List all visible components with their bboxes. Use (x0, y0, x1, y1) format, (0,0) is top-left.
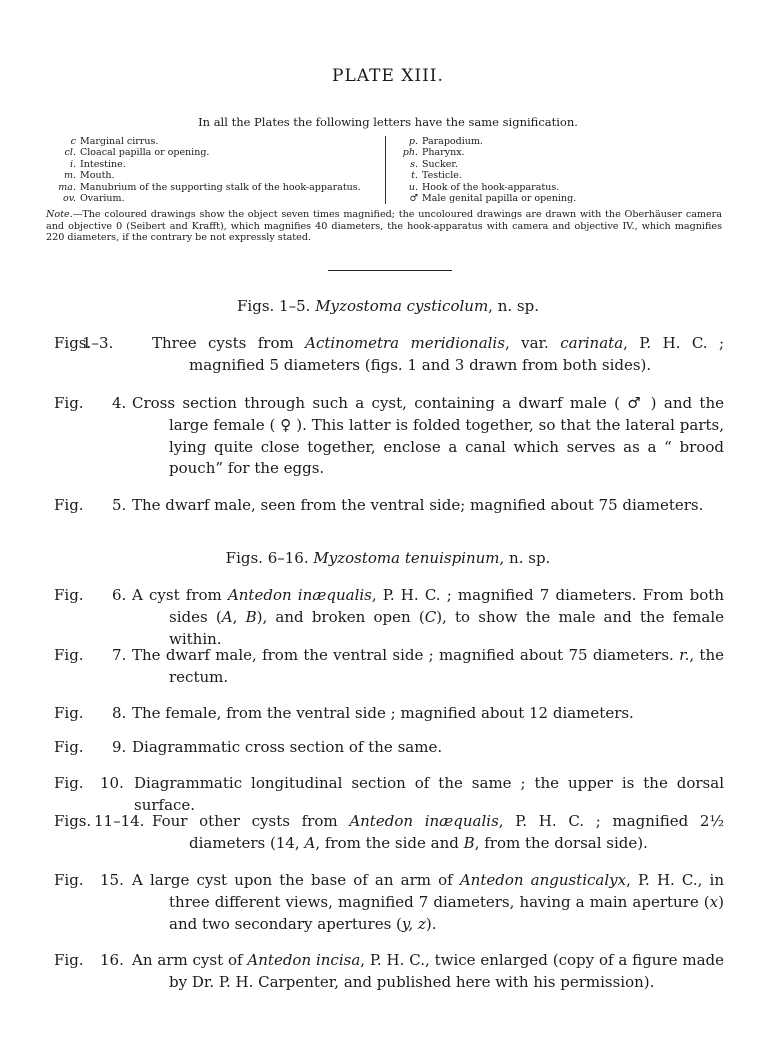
section-divider (328, 270, 452, 271)
desc-text: Three cysts from (152, 334, 306, 352)
legend-row (46, 193, 384, 204)
letter-code: r. (679, 646, 690, 664)
fig-label: Figs. (54, 812, 92, 830)
desc-text: A cyst from (132, 586, 228, 604)
species-name: Myzostoma cysticolum (315, 297, 489, 315)
desc-text: , var. (504, 334, 561, 352)
legend-code: ♂ (409, 193, 418, 205)
legend-row (388, 147, 728, 158)
desc-text: , (232, 607, 246, 626)
figure-entry-5 (54, 495, 724, 517)
desc-text: , P. H. C. ; magnified 5 diameters (figs. 1 and 3 drawn from both sides). (189, 334, 725, 374)
fig-description: Diagrammatic longitudinal section of the same ; the upper is the dorsal surface. (134, 774, 724, 814)
legend-row (388, 170, 728, 181)
view-letter: C (424, 607, 437, 626)
plate-title: PLATE XIII. (332, 66, 444, 86)
legend-row (46, 136, 384, 147)
fig-description: The dwarf male, seen from the ventral side; magnified about 75 diameters. (132, 496, 704, 514)
figure-entry-15 (54, 870, 724, 935)
desc-text: , P. H. C., twice enlarged (copy of a figure made by Dr. P. H. Carpenter, and published here with his permission). (169, 951, 724, 991)
fig-description (132, 870, 724, 935)
fig-number: 9. (112, 738, 127, 756)
fig-description (152, 333, 725, 377)
fig-description: Cross section through such a cyst, containing a dwarf male ( ♂ ) and the large female ( ♀ ). This latter is folded together, so that the lateral parts, lying quite close together, enclose a canal which serves as a “ brood pouch” for the eggs. (132, 394, 724, 478)
legend-row (46, 182, 384, 193)
legend-row (388, 182, 728, 193)
fig-number: 11–14. (94, 812, 145, 830)
desc-text: ), to show the male and the female within. (169, 607, 724, 648)
fig-label: Fig. (54, 394, 84, 412)
legend-row (388, 193, 728, 204)
species-name: Antedon inæqualis (227, 586, 372, 604)
view-letter: B (245, 607, 257, 626)
legend-code: s. (410, 158, 418, 170)
legend-row (388, 136, 728, 147)
desc-text: , from the side and (315, 833, 464, 852)
legend-meaning: Male genital papilla or opening. (422, 193, 577, 205)
fig-number: 10. (100, 774, 124, 792)
section-suffix: , n. sp. (488, 297, 539, 315)
view-letter: A (304, 833, 316, 852)
figure-entry-1-3 (54, 333, 724, 377)
desc-text: An arm cyst of (132, 951, 248, 969)
legend-meaning: Sucker. (422, 158, 458, 170)
figure-entry-11-14 (54, 811, 724, 855)
legend-code: cl. (64, 147, 76, 159)
legend-code: u. (408, 181, 418, 193)
figure-entry-16 (54, 950, 724, 994)
legend-code: ma. (58, 181, 76, 193)
legend-row (388, 159, 728, 170)
section-heading-2 (0, 549, 776, 567)
fig-label: Fig. (54, 586, 84, 604)
legend-code: p. (408, 136, 418, 147)
fig-number: 1–3. (82, 334, 114, 352)
fig-label: Fig. (54, 646, 84, 664)
legend-code: m. (63, 170, 76, 182)
fig-label: Figs. (54, 334, 92, 352)
desc-text: , P. H. C. ; magnified 2½ diameters (14, (189, 812, 724, 852)
fig-number: 4. (112, 394, 127, 412)
species-name: Myzostoma tenuispinum (313, 549, 500, 567)
legend-row (46, 147, 384, 158)
fig-label: Fig. (54, 951, 84, 969)
legend-meaning: Manubrium of the supporting stalk of the hook-apparatus. (80, 181, 361, 193)
legend-meaning: Parapodium. (422, 136, 483, 147)
legend-meaning: Intestine. (80, 158, 126, 170)
desc-text: Four other cysts from (152, 812, 350, 830)
legend-meaning: Testicle. (422, 170, 462, 182)
species-name: Antedon inæqualis (349, 812, 499, 830)
fig-description: The female, from the ventral side ; magnified about 12 diameters. (132, 704, 634, 722)
section-figs: Figs. 6–16. (225, 549, 309, 567)
legend-meaning: Ovarium. (80, 193, 125, 205)
legend-intro: In all the Plates the following letters have the same signification. (198, 115, 578, 129)
legend-meaning: Marginal cirrus. (80, 136, 159, 147)
view-letter: A (221, 607, 233, 626)
desc-text: ), and broken open ( (256, 607, 425, 626)
legend-meaning: Pharynx. (422, 147, 465, 159)
fig-number: 8. (112, 704, 127, 722)
fig-label: Fig. (54, 774, 84, 792)
legend-left-column (46, 136, 384, 204)
section-figs: Figs. 1–5. (237, 297, 311, 315)
legend-meaning: Cloacal papilla or opening. (80, 147, 210, 159)
figure-entry-9 (54, 737, 724, 759)
legend-meaning: Hook of the hook-apparatus. (422, 181, 560, 193)
desc-text: , P. H. C. ; magnified 7 diameters. From both sides ( (169, 586, 725, 626)
note-label: Note. (46, 209, 73, 220)
fig-description (132, 950, 724, 994)
fig-label: Fig. (54, 871, 84, 889)
fig-label: Fig. (54, 704, 84, 722)
note-text: —The coloured drawings show the object seven times magnified; the uncoloured drawings are drawn with the Oberhäuser camera and objective 0 (Seibert and Krafft), which magnifies 40 diameters, the hook-apparatus with camera and objective IV., which magnifies 220 diameters, if the contrary be not expressly stated. (46, 209, 722, 243)
legend-code: c (70, 136, 76, 147)
fig-number: 5. (112, 496, 127, 514)
fig-description (152, 811, 724, 855)
fig-label: Fig. (54, 496, 84, 514)
aperture-letter: x (709, 892, 719, 911)
legend-meaning: Mouth. (80, 170, 115, 182)
desc-text: The dwarf male, from the ventral side ; magnified about 75 diameters. (132, 646, 680, 664)
fig-description (132, 585, 725, 650)
fig-description: Diagrammatic cross section of the same. (132, 738, 443, 756)
desc-text: ) and two secondary apertures ( (169, 892, 724, 933)
figure-entry-7 (54, 645, 724, 689)
legend-code: ph. (402, 147, 418, 159)
section-heading-1 (0, 297, 776, 315)
legend-code: i. (69, 158, 76, 170)
fig-number: 16. (100, 951, 124, 969)
legend-right-column (385, 136, 728, 204)
species-name: Antedon incisa (247, 951, 361, 969)
section-suffix: , n. sp. (499, 549, 551, 567)
figure-entry-6 (54, 585, 724, 650)
desc-text: , the rectum. (169, 646, 724, 686)
legend-code: t. (411, 170, 418, 182)
fig-description (132, 645, 724, 689)
variety-name: carinata (560, 334, 624, 352)
legend-code: ov. (63, 193, 76, 205)
fig-number: 7. (112, 646, 127, 664)
desc-text: , P. H. C., in three different views, magnified 7 diameters, having a main aperture ( (169, 871, 724, 911)
fig-label: Fig. (54, 738, 84, 756)
legend-row (46, 170, 384, 181)
figure-entry-8 (54, 703, 724, 725)
species-name: Actinometra meridionalis (305, 334, 505, 352)
figure-entry-4 (54, 393, 724, 480)
desc-text: ). (425, 914, 437, 933)
note-paragraph (46, 209, 722, 244)
species-name: Antedon angusticalyx (459, 871, 627, 889)
desc-text: A large cyst upon the base of an arm of (132, 871, 460, 889)
aperture-letter: y, z (401, 914, 426, 933)
fig-number: 15. (100, 871, 124, 889)
legend-row (46, 159, 384, 170)
desc-text: , from the dorsal side). (474, 833, 648, 852)
view-letter: B (463, 833, 475, 852)
fig-number: 6. (112, 586, 127, 604)
